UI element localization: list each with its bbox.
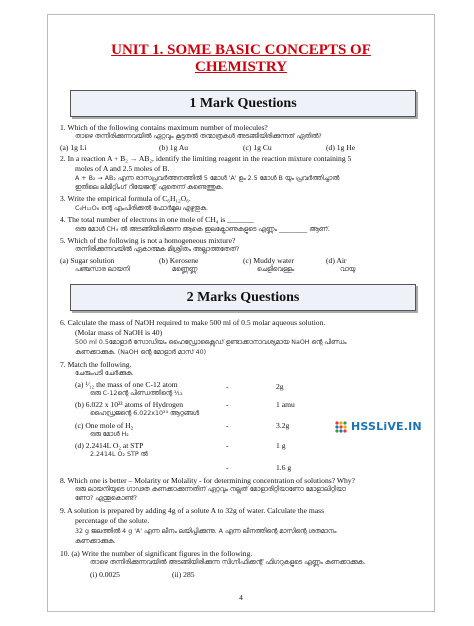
question-3-malayalam: C₆H₁₂O₆ ന്റെ എംപിരിക്കൽ ഫോർമുല എഴുതുക. xyxy=(75,205,208,212)
question-5: 5. Which of the following is not a homogeneous mixture? xyxy=(60,236,236,245)
match-row-d-right: 1 g xyxy=(276,441,286,450)
match-row-a-dash: - xyxy=(226,382,229,391)
question-2-line1: 2. In a reaction A + B₂ → AB₂, identify the limiting reagent in the reaction mixture containing 5 xyxy=(60,154,352,163)
question-6-line1: 6. Calculate the mass of NaOH required to make 500 ml of 0.5 molar aqueous solution. xyxy=(60,318,326,327)
section-heading-1-mark: 1 Mark Questions xyxy=(70,90,416,117)
section-heading-2-marks: 2 Marks Questions xyxy=(70,284,416,311)
question-4-malayalam: ഒരു മോൾ CH₄ ൽ അടങ്ങിയിരിക്കുന്ന ആകെ ഇലക്ട്രോണുകളുടെ എണ്ണം _________ ആണ്. xyxy=(75,226,330,233)
match-row-b-dash: - xyxy=(226,400,229,409)
page-number: 4 xyxy=(239,593,243,602)
question-2-malayalam-1: A + B₂ → AB₂ എന്ന രാസപ്രവർത്തനത്തിൽ 5 മോൾ 'A' ഉം 2.5 മോൾ B യും പ്രവർത്തിച്ചാൽ xyxy=(75,175,340,182)
match-row-a-left-malayalam: ഒരു C-12ന്റെ പിണ്ഡത്തിന്റെ ¹⁄₁₂ xyxy=(90,390,183,397)
question-7-malayalam: ചേരുംപടി ചേർക്കുക. xyxy=(75,370,134,377)
q5-option-c-malayalam: ചെളിവെള്ളം xyxy=(257,266,295,273)
q5-option-b: (b) Kerosene xyxy=(159,256,199,265)
document-page xyxy=(47,14,435,612)
match-row-d-left: (d) 2.2414L O₂ at STP xyxy=(75,441,144,450)
match-row-c-right: 3.2g xyxy=(276,421,290,430)
unit-title-line2: CHEMISTRY xyxy=(195,59,287,75)
question-6-malayalam-1: 500 ml 0.5മോളാർ സോഡിയം ഹൈഡ്രോക്സൈഡ് ഉണ്ടാക്കാനാവശ്യമായ NaOH ന്റെ പിണ്ഡം xyxy=(75,339,347,346)
match-row-a-left: (a) ¹⁄₁₂ the mass of one C-12 atom xyxy=(75,380,178,389)
q5-option-a-malayalam: പഞ്ചസാര ലായനി xyxy=(75,266,130,273)
question-1-malayalam: താഴെ തന്നിരിക്കുന്നവയിൽ ഏറ്റവും കൂടുതൽ തന്മാത്രകൾ അടങ്ങിയിരിക്കുന്നത് ഏതിൽ? xyxy=(75,133,322,140)
q5-option-d: (d) Air xyxy=(326,256,347,265)
question-7: 7. Match the following. xyxy=(60,360,132,369)
match-row-b-left: (b) 6.022 x 10²³ atoms of Hydrogen xyxy=(75,400,184,409)
match-row-d-left-malayalam: 2.2414L O₂ STP ൽ xyxy=(90,451,148,458)
question-8-malayalam-1: ഒരു ലായനിയുടെ ഗാഢത കണക്കാക്കുന്നതിന് ഏറ്റവും നല്ലത് മോളാരിറ്റിയാണോ മോളാലിറ്റിയാ xyxy=(75,486,346,493)
unit-title xyxy=(48,42,434,76)
match-row-e-right: 1.6 g xyxy=(276,463,292,472)
question-3: 3. Write the empirical formula of C₆H₁₂O₆. xyxy=(60,194,191,203)
question-8-malayalam-2: ണോ? എന്തുകൊണ്ട്? xyxy=(75,495,137,502)
question-9-malayalam-2: കണക്കാക്കുക. xyxy=(75,538,116,545)
question-6-malayalam-2: കണക്കാക്കുക. (NaOH ന്റെ മോളാർ മാസ് 40) xyxy=(75,349,207,356)
hsslive-dots-icon xyxy=(335,421,349,433)
unit-title-line1: UNIT 1. SOME BASIC CONCEPTS OF xyxy=(111,42,371,58)
q1-option-b: (b) 1g Au xyxy=(159,143,189,152)
question-9-line2: percentage of the solute. xyxy=(75,516,150,525)
question-10: 10. (a) Write the number of significant figures in the following. xyxy=(60,549,253,558)
match-row-d-dash: - xyxy=(226,441,229,450)
question-9-line1: 9. A solution is prepared by adding 4g of a solute A to 32g of water. Calculate the mass xyxy=(60,506,325,515)
q5-option-a: (a) Sugar solution xyxy=(60,256,115,265)
q1-option-c: (c) 1g Cu xyxy=(243,143,272,152)
question-10-malayalam: താഴെ തന്നിരിക്കുന്നവയിൽ അടങ്ങിയിരിക്കുന്ന സിഗ്നിഫിക്കന്റ് ഫിഗറുകളുടെ എണ്ണം കണക്കാക്കുക. xyxy=(90,559,366,566)
q10-option-ii: (ii) 285 xyxy=(172,570,195,579)
question-2-line2: moles of A and 2.5 moles of B. xyxy=(75,164,170,173)
q1-option-a: (a) 1g Li xyxy=(60,143,87,152)
hsslive-logo-text: HSSLiVE.IN xyxy=(351,420,422,433)
match-row-b-right: 1 amu xyxy=(276,400,295,409)
match-row-e-dash: - xyxy=(226,463,229,472)
question-6-line2: (Molar mass of NaOH is 40) xyxy=(75,328,163,337)
question-4: 4. The total number of electrons in one mole of CH₄ is _______ xyxy=(60,215,254,224)
question-8: 8. Which one is better – Molarity or Molality - for determining concentration of solutions? Why? xyxy=(60,476,355,485)
match-row-a-right: 2g xyxy=(276,382,284,391)
match-row-c-left: (c) One mole of H₂ xyxy=(75,421,134,430)
question-5-malayalam: തന്നിരിക്കുന്നവയിൽ ഏകാത്മക മിശ്രിതം അല്ലാത്തതേത്? xyxy=(75,246,240,253)
q5-option-b-malayalam: മണ്ണെണ്ണ xyxy=(172,266,198,273)
q5-option-c: (c) Muddy water xyxy=(243,256,295,265)
match-row-c-dash: - xyxy=(226,421,229,430)
match-row-c-left-malayalam: ഒരു മോൾ H₂ xyxy=(90,431,129,438)
question-1: 1. Which of the following contains maximum number of molecules? xyxy=(60,123,268,132)
question-9-malayalam-1: 32 g ജലത്തിൽ 4 g 'A' എന്ന ലീനം ലയിപ്പിക്കുന്നു. A എന്ന ലീനത്തിന്റെ മാസിന്റെ ശതമാനം xyxy=(75,528,337,535)
q5-option-d-malayalam: വായു xyxy=(340,266,356,273)
match-row-b-left-malayalam: ഹൈഡ്രജന്റെ 6.022x10²³ ആറ്റങ്ങൾ xyxy=(90,410,199,417)
hsslive-logo xyxy=(335,418,443,436)
q10-option-i: (i) 0.0025 xyxy=(90,570,120,579)
q1-option-d: (d) 1g He xyxy=(326,143,356,152)
question-2-malayalam-2: ഇതിലെ ലിമിറ്റിംഗ് റീയേജന്റ് ഏതെന്ന് കണ്ടെത്തുക. xyxy=(75,184,224,191)
